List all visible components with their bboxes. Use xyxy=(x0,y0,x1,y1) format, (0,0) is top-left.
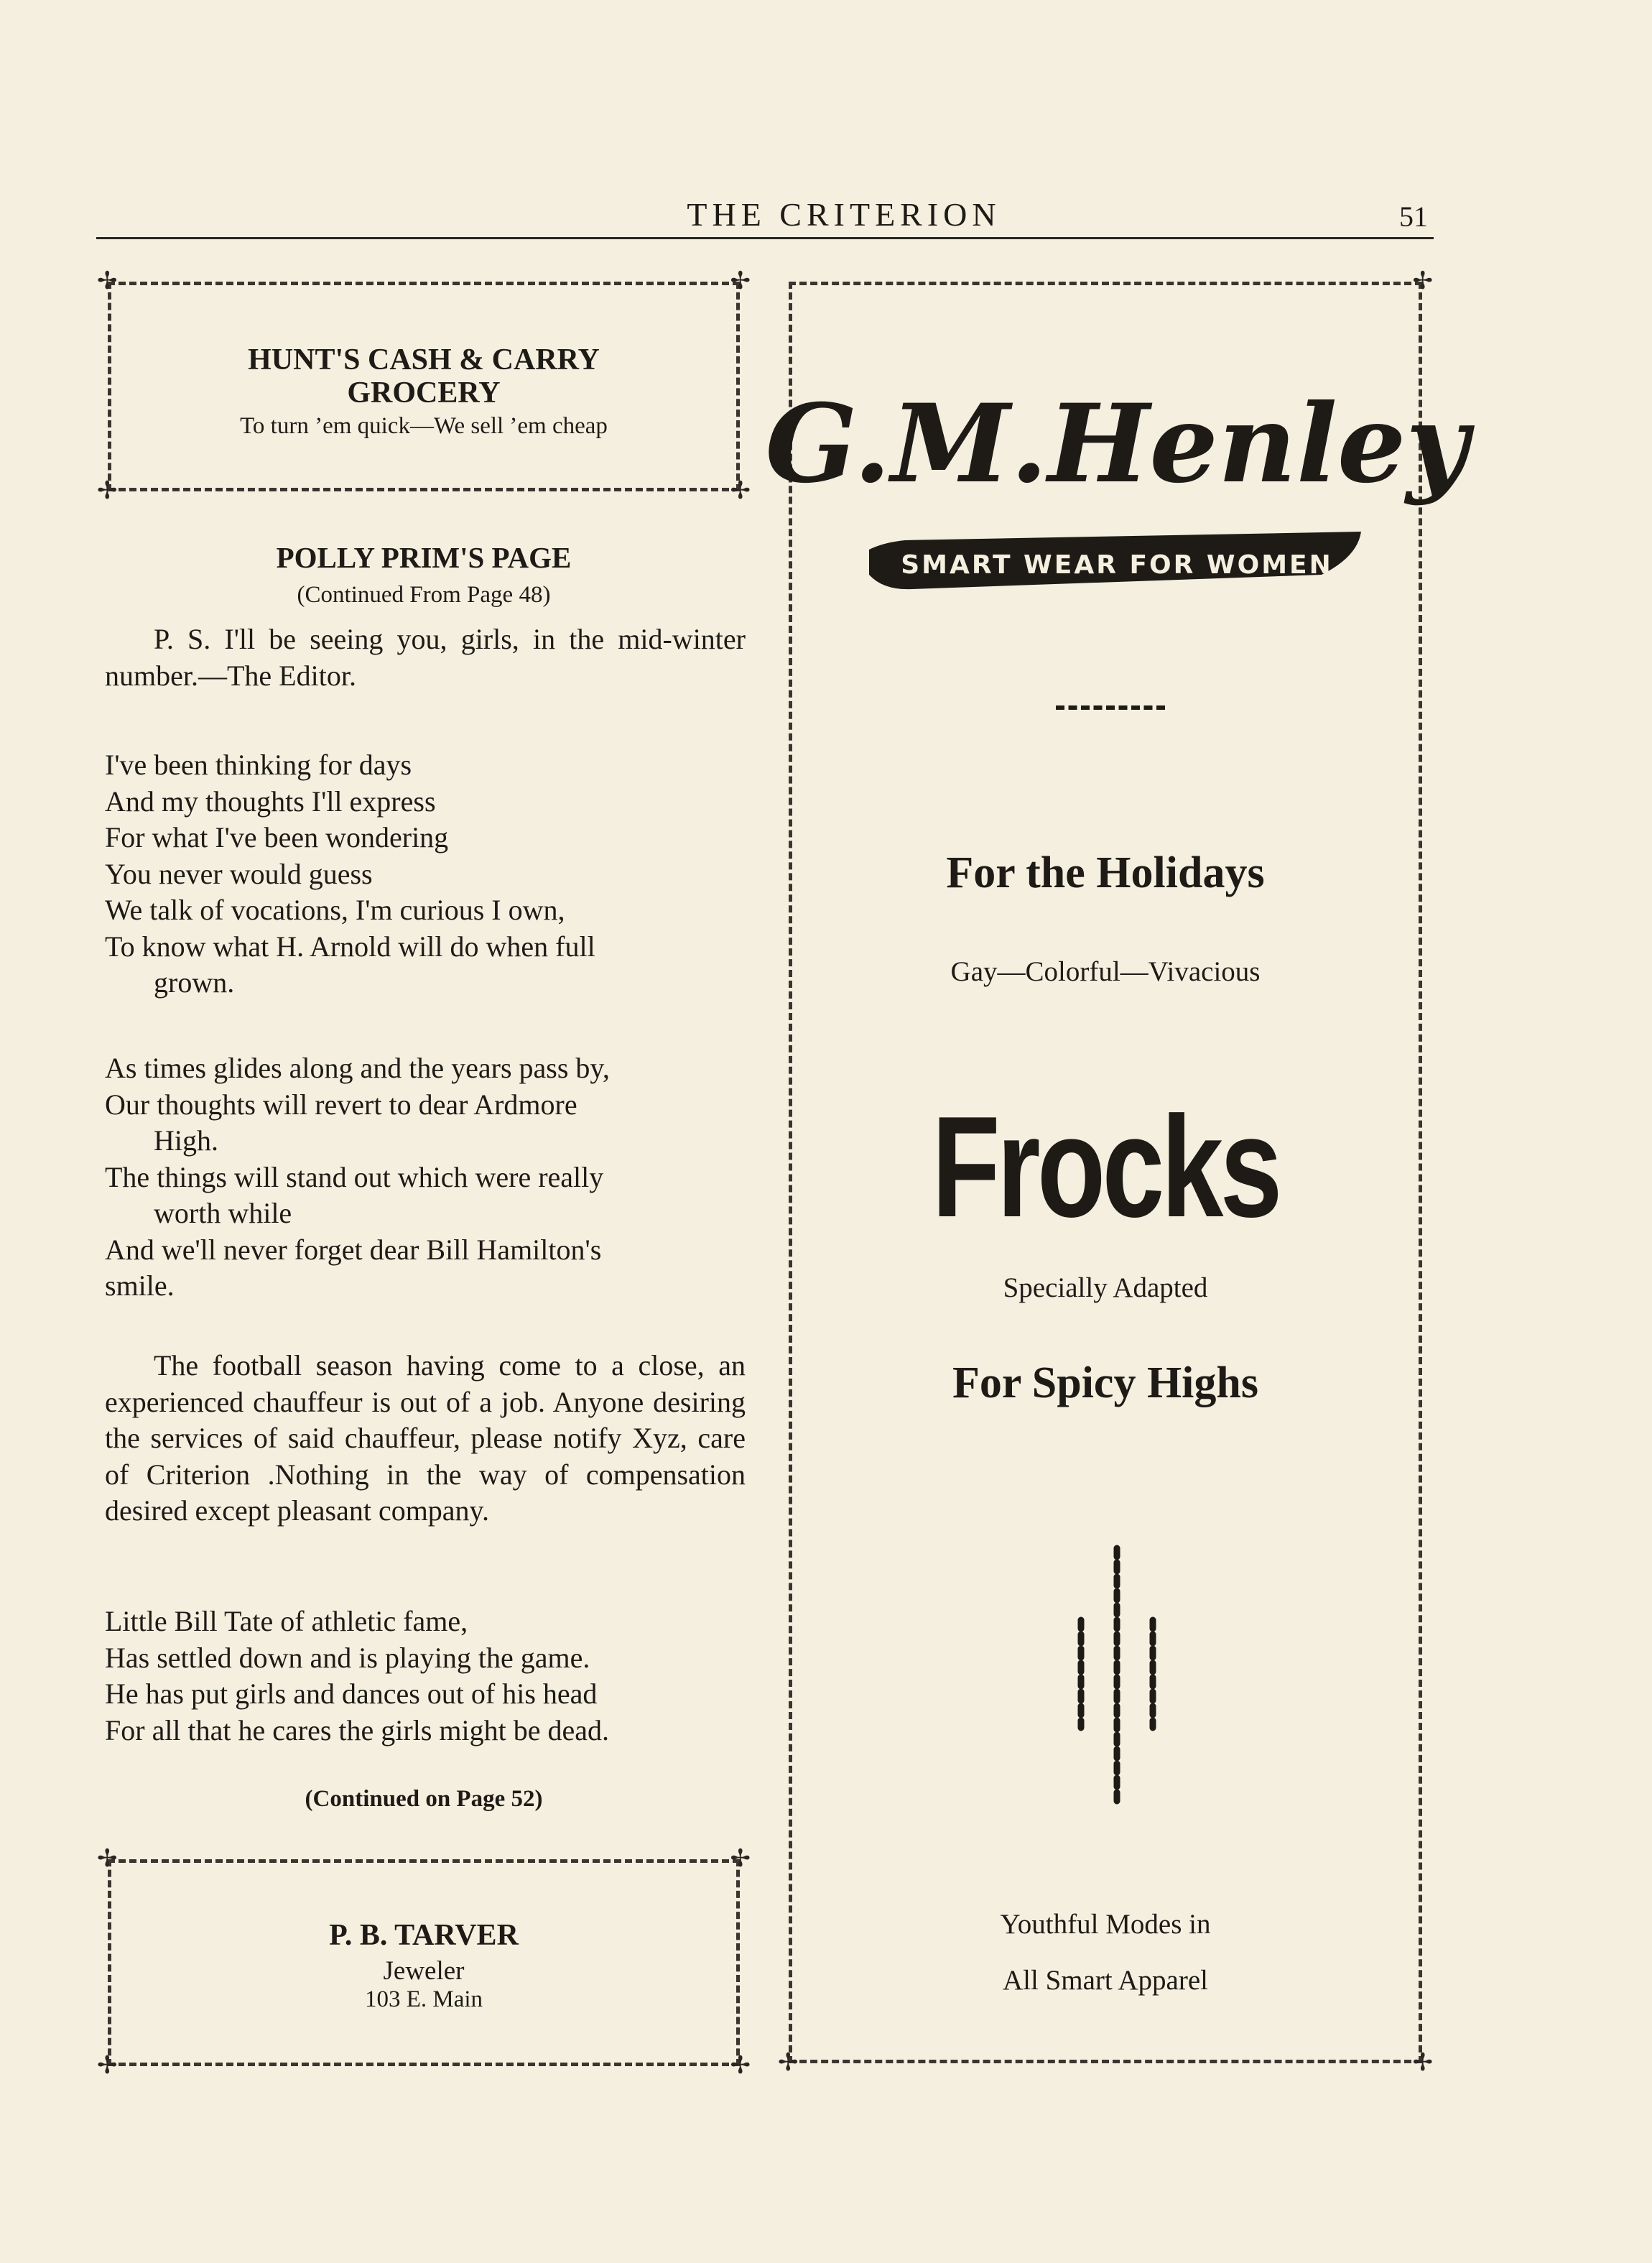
corner-ornament: ✢ xyxy=(97,1846,118,1872)
corner-ornament: ✢ xyxy=(730,268,751,295)
verse-line: Has settled down and is playing the game. xyxy=(105,1641,590,1674)
verse-line: To know what H. Arnold will do when full xyxy=(105,930,595,963)
verse-line: For all that he cares the girls might be dead. xyxy=(105,1713,610,1746)
ad-specially: Specially Adapted xyxy=(1003,1272,1208,1303)
verse-2 xyxy=(105,1050,746,1305)
page-header-title: THE CRITERION xyxy=(687,196,1001,233)
corner-ornament: ✢ xyxy=(97,268,118,295)
corner-ornament: ✢ xyxy=(97,478,118,504)
decorative-dash xyxy=(1056,705,1165,710)
ps-paragraph: P. S. I'll be seeing you, girls, in the mid-winter number.—The Editor. xyxy=(105,623,746,692)
verse-line: And we'll never forget dear Bill Hamilton's xyxy=(105,1233,602,1266)
corner-ornament: ✢ xyxy=(1412,268,1433,295)
corner-ornament: ✢ xyxy=(778,2050,799,2076)
corner-ornament: ✢ xyxy=(730,1846,751,1872)
verse-line: High. xyxy=(154,1124,218,1157)
verse-line: We talk of vocations, I'm curious I own, xyxy=(105,894,565,926)
verse-3 xyxy=(105,1603,746,1749)
ad-adjectives: Gay—Colorful—Vivacious xyxy=(950,956,1261,987)
verse-line: You never would guess xyxy=(105,857,373,890)
section-heading: POLLY PRIM'S PAGE xyxy=(276,541,572,574)
dotted-ornament xyxy=(1063,1545,1171,1810)
tarver-address: 103 E. Main xyxy=(364,1986,483,2012)
corner-ornament: ✢ xyxy=(1412,2050,1433,2076)
corner-ornament: ✢ xyxy=(730,478,751,504)
henley-logo xyxy=(765,359,1469,603)
continued-on-note: (Continued on Page 52) xyxy=(305,1786,543,1812)
verse-line: smile. xyxy=(105,1269,175,1302)
hunts-ad-slogan: To turn ’em quick—We sell ’em cheap xyxy=(240,413,608,439)
tarver-role: Jeweler xyxy=(383,1956,465,1986)
header-rule xyxy=(96,237,1434,239)
ad-spicy-highs: For Spicy Highs xyxy=(952,1359,1259,1407)
verse-line: And my thoughts I'll express xyxy=(105,785,436,818)
verse-line: For what I've been wondering xyxy=(105,821,449,853)
verse-line: He has put girls and dances out of his head xyxy=(105,1677,598,1710)
verse-line: Our thoughts will revert to dear Ardmore xyxy=(105,1088,577,1121)
verse-1 xyxy=(105,747,746,1001)
ad-apparel: All Smart Apparel xyxy=(1003,1965,1208,1996)
verse-line: I've been thinking for days xyxy=(105,749,412,781)
ad-holidays: For the Holidays xyxy=(946,848,1265,897)
corner-ornament: ✢ xyxy=(730,2053,751,2079)
hunts-title-line1: HUNT'S CASH & CARRY xyxy=(248,343,600,376)
football-paragraph: The football season having come to a close, an experienced chauffeur is out of a job. Anyone desiring the services of said chauffeur, please notify Xyz, care of Criterion .Nothing in the way of compensation desired except pleasant company. xyxy=(105,1349,746,1527)
henley-logo-script: G.M.Henley xyxy=(765,381,1469,507)
henley-logo-banner: SMART WEAR FOR WOMEN xyxy=(901,550,1333,580)
corner-ornament: ✢ xyxy=(97,2053,118,2079)
ad-frocks: Frocks xyxy=(932,1087,1279,1247)
continued-from-note: (Continued From Page 48) xyxy=(297,582,551,608)
verse-line: worth while xyxy=(154,1197,292,1229)
ad-youthful: Youthful Modes in xyxy=(1000,1909,1211,1940)
verse-line: As times glides along and the years pass by, xyxy=(105,1052,610,1084)
verse-line: Little Bill Tate of athletic fame, xyxy=(105,1605,468,1637)
hunts-title-line2: GROCERY xyxy=(347,376,501,409)
verse-line: grown. xyxy=(154,966,235,999)
page-number: 51 xyxy=(1399,200,1428,233)
verse-line: The things will stand out which were really xyxy=(105,1160,604,1193)
tarver-name: P. B. TARVER xyxy=(329,1919,519,1952)
hunts-ad-title xyxy=(108,343,740,409)
